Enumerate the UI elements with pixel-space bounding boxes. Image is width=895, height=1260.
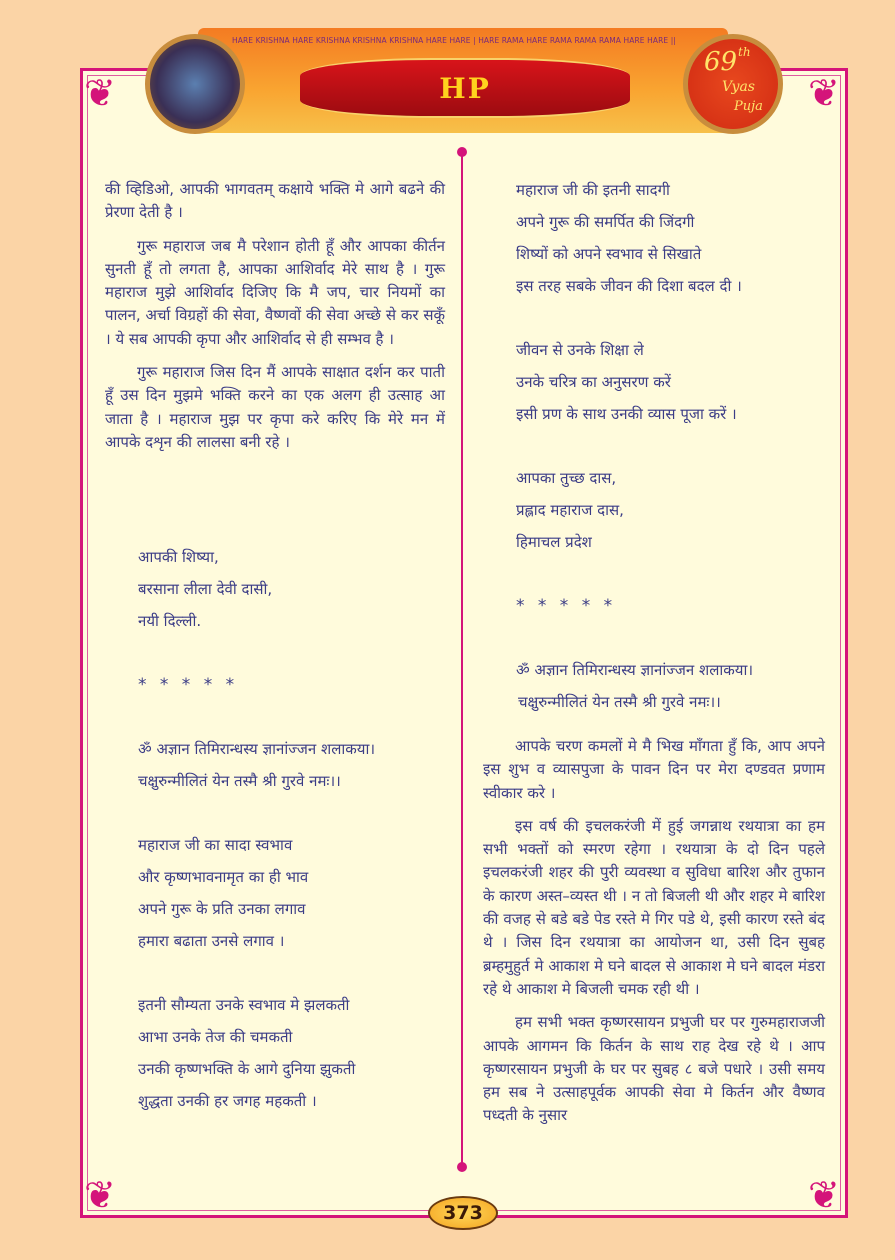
left-prose [105, 178, 445, 464]
poem-line: और कृष्णभावनामृत का ही भाव [138, 868, 309, 886]
badge-line2: Puja [734, 99, 763, 114]
signature-line: नयी दिल्ली. [138, 612, 202, 630]
poem-line: अपने गुरू की समर्पित की जिंदगी [516, 213, 695, 231]
mantra-line: ॐ अज्ञान तिमिरान्धस्य ज्ञानांज्जन शलाकया। [516, 661, 754, 679]
right-prose [483, 735, 825, 1138]
poem-line: उनके चरित्र का अनुसरण करें [516, 373, 671, 391]
poem-line: अपने गुरू के प्रति उनका लगाव [138, 900, 306, 918]
badge-line1: Vyas [722, 79, 755, 95]
poem-line: जीवन से उनके शिक्षा ले [516, 341, 644, 359]
mantra-line: चक्षुरुन्मीलितं येन तस्मै श्री गुरवे नमः।। [518, 693, 721, 711]
paragraph: गुरू महाराज जिस दिन मैं आपके साक्षात दर्शन कर पाती हूँ उस दिन मुझमे भक्ति करने का एक अलग ही उत्साह आ जाता है । महाराज मुझ पर कृपा करे करिए कि मेरे मन में आपके दशृन की लालसा बनी रहे । [105, 363, 445, 451]
corner-ornament-icon: ❦ [84, 1173, 116, 1217]
signature-line: आपका तुच्छ दास, [516, 469, 617, 487]
poem-line: इसी प्रण के साथ उनकी व्यास पूजा करें । [516, 405, 737, 423]
mantra-line: ॐ अज्ञान तिमिरान्धस्य ज्ञानांज्जन शलाकया। [138, 740, 376, 758]
paragraph: इस वर्ष की इचलकरंजी में हुई जगन्नाथ रथयात्रा का हम सभी भक्तों को स्मरण रहेगा । रथयात्रा के दो दिन पहले इचलकरंजी शहर की पुरी व्यवस्था व सुविधा बारिश और तुफान के कारण अस्त–व्यस्त थी । न तो बिजली थी और शहर मे बारिश की वजह से बडे बडे पेड रस्ते मे गिर पडे थे, इसी कारण रस्ते बंद थे । जिस दिन रथयात्रा का आयोजन था, उसी दिन सुबह ब्रम्हमुहुर्त मे आकाश मे घने बादल से आकाश मे घने बादल मंडरा रहे थे आकाश मे बिजली चमक रही थी । [483, 816, 825, 998]
corner-ornament-icon: ❦ [808, 1173, 840, 1217]
right-poems [516, 174, 753, 718]
divider-dot-icon [457, 147, 467, 157]
column-divider [461, 150, 463, 1165]
vyas-puja-badge [683, 34, 783, 134]
poem-line: इस तरह सबके जीवन की दिशा बदल दी । [516, 277, 742, 295]
poem-line: महाराज जी की इतनी सादगी [516, 181, 670, 199]
poem-line: हमारा बढाता उनसे लगाव । [138, 932, 285, 950]
poem-line: उनकी कृष्णभक्ति के आगे दुनिया झुकती [138, 1060, 356, 1078]
header-ribbon [300, 58, 630, 118]
ribbon-text: HP [439, 72, 491, 105]
corner-ornament-icon: ❦ [84, 71, 116, 115]
corner-ornament-icon: ❦ [808, 71, 840, 115]
signature-line: आपकी शिष्या, [138, 548, 219, 566]
signature-line: प्रह्लाद महाराज दास, [516, 501, 624, 519]
poem-line: महाराज जी का सादा स्वभाव [138, 836, 293, 854]
poem-line: आभा उनके तेज की चमकती [138, 1028, 293, 1046]
poem-line: शुद्धता उनकी हर जगह महकती । [138, 1092, 317, 1110]
left-signature [138, 541, 375, 1117]
divider-dot-icon [457, 1162, 467, 1172]
paragraph: हम सभी भक्त कृष्णरसायन प्रभुजी घर पर गुरुमहाराजजी आपके आगमन कि किर्तन के साथ राह देख रहे थे । आप कृष्णरसायन प्रभुजी के घर पर सुबह ८ बजे पधारे । उसी समय हम सब ने उत्साहपूर्वक आपकी सेवा मे किर्तन और वैष्णव पध्दती के नुसार [483, 1013, 825, 1125]
poem-line: इतनी सौम्यता उनके स्वभाव मे झलकती [138, 996, 350, 1014]
deity-medallion-image [145, 34, 245, 134]
header-mantra: HARE KRISHNA HARE KRISHNA KRISHNA KRISHNA HARE HARE | HARE RAMA HARE RAMA RAMA RAMA HARE HARE || [232, 36, 676, 45]
badge-suffix: th [738, 45, 751, 59]
paragraph: आपके चरण कमलों मे मै भिख माँगता हुँ कि, आप अपने इस शुभ व व्यासपुजा के पावन दिन पर मेरा दण्डवत प्रणाम स्वीकार करे । [483, 737, 825, 802]
page-number: 373 [428, 1196, 498, 1230]
badge-number: 69 [704, 47, 738, 77]
signature-line: बरसाना लीला देवी दासी, [138, 580, 273, 598]
mantra-line: चक्षुरुन्मीलितं येन तस्मै श्री गुरवे नमः।। [138, 772, 341, 790]
paragraph: की व्हिडिओ, आपकी भागवतम् कक्षाये भक्ति मे आगे बढने की प्रेरणा देती है । [105, 180, 445, 222]
separator-stars: * * * * * [138, 675, 239, 695]
poem-line: शिष्यों को अपने स्वभाव से सिखाते [516, 245, 702, 263]
separator-stars: * * * * * [516, 596, 617, 616]
signature-line: हिमाचल प्रदेश [516, 533, 592, 551]
paragraph: गुरू महाराज जब मै परेशान होती हूँ और आपका कीर्तन सुनती हूँ तो लगता है, आपका आशिर्वाद मेरे साथ है । गुरू महाराज मुझे आशिर्वाद दिजिए कि मै जप, चार नियमों का पालन, अर्चा विग्रहों की सेवा, वैष्णवों की सेवा अच्छे से कर सकूँ । ये सब आपकी कृपा और आशिर्वाद से ही सम्भव है । [105, 236, 445, 348]
